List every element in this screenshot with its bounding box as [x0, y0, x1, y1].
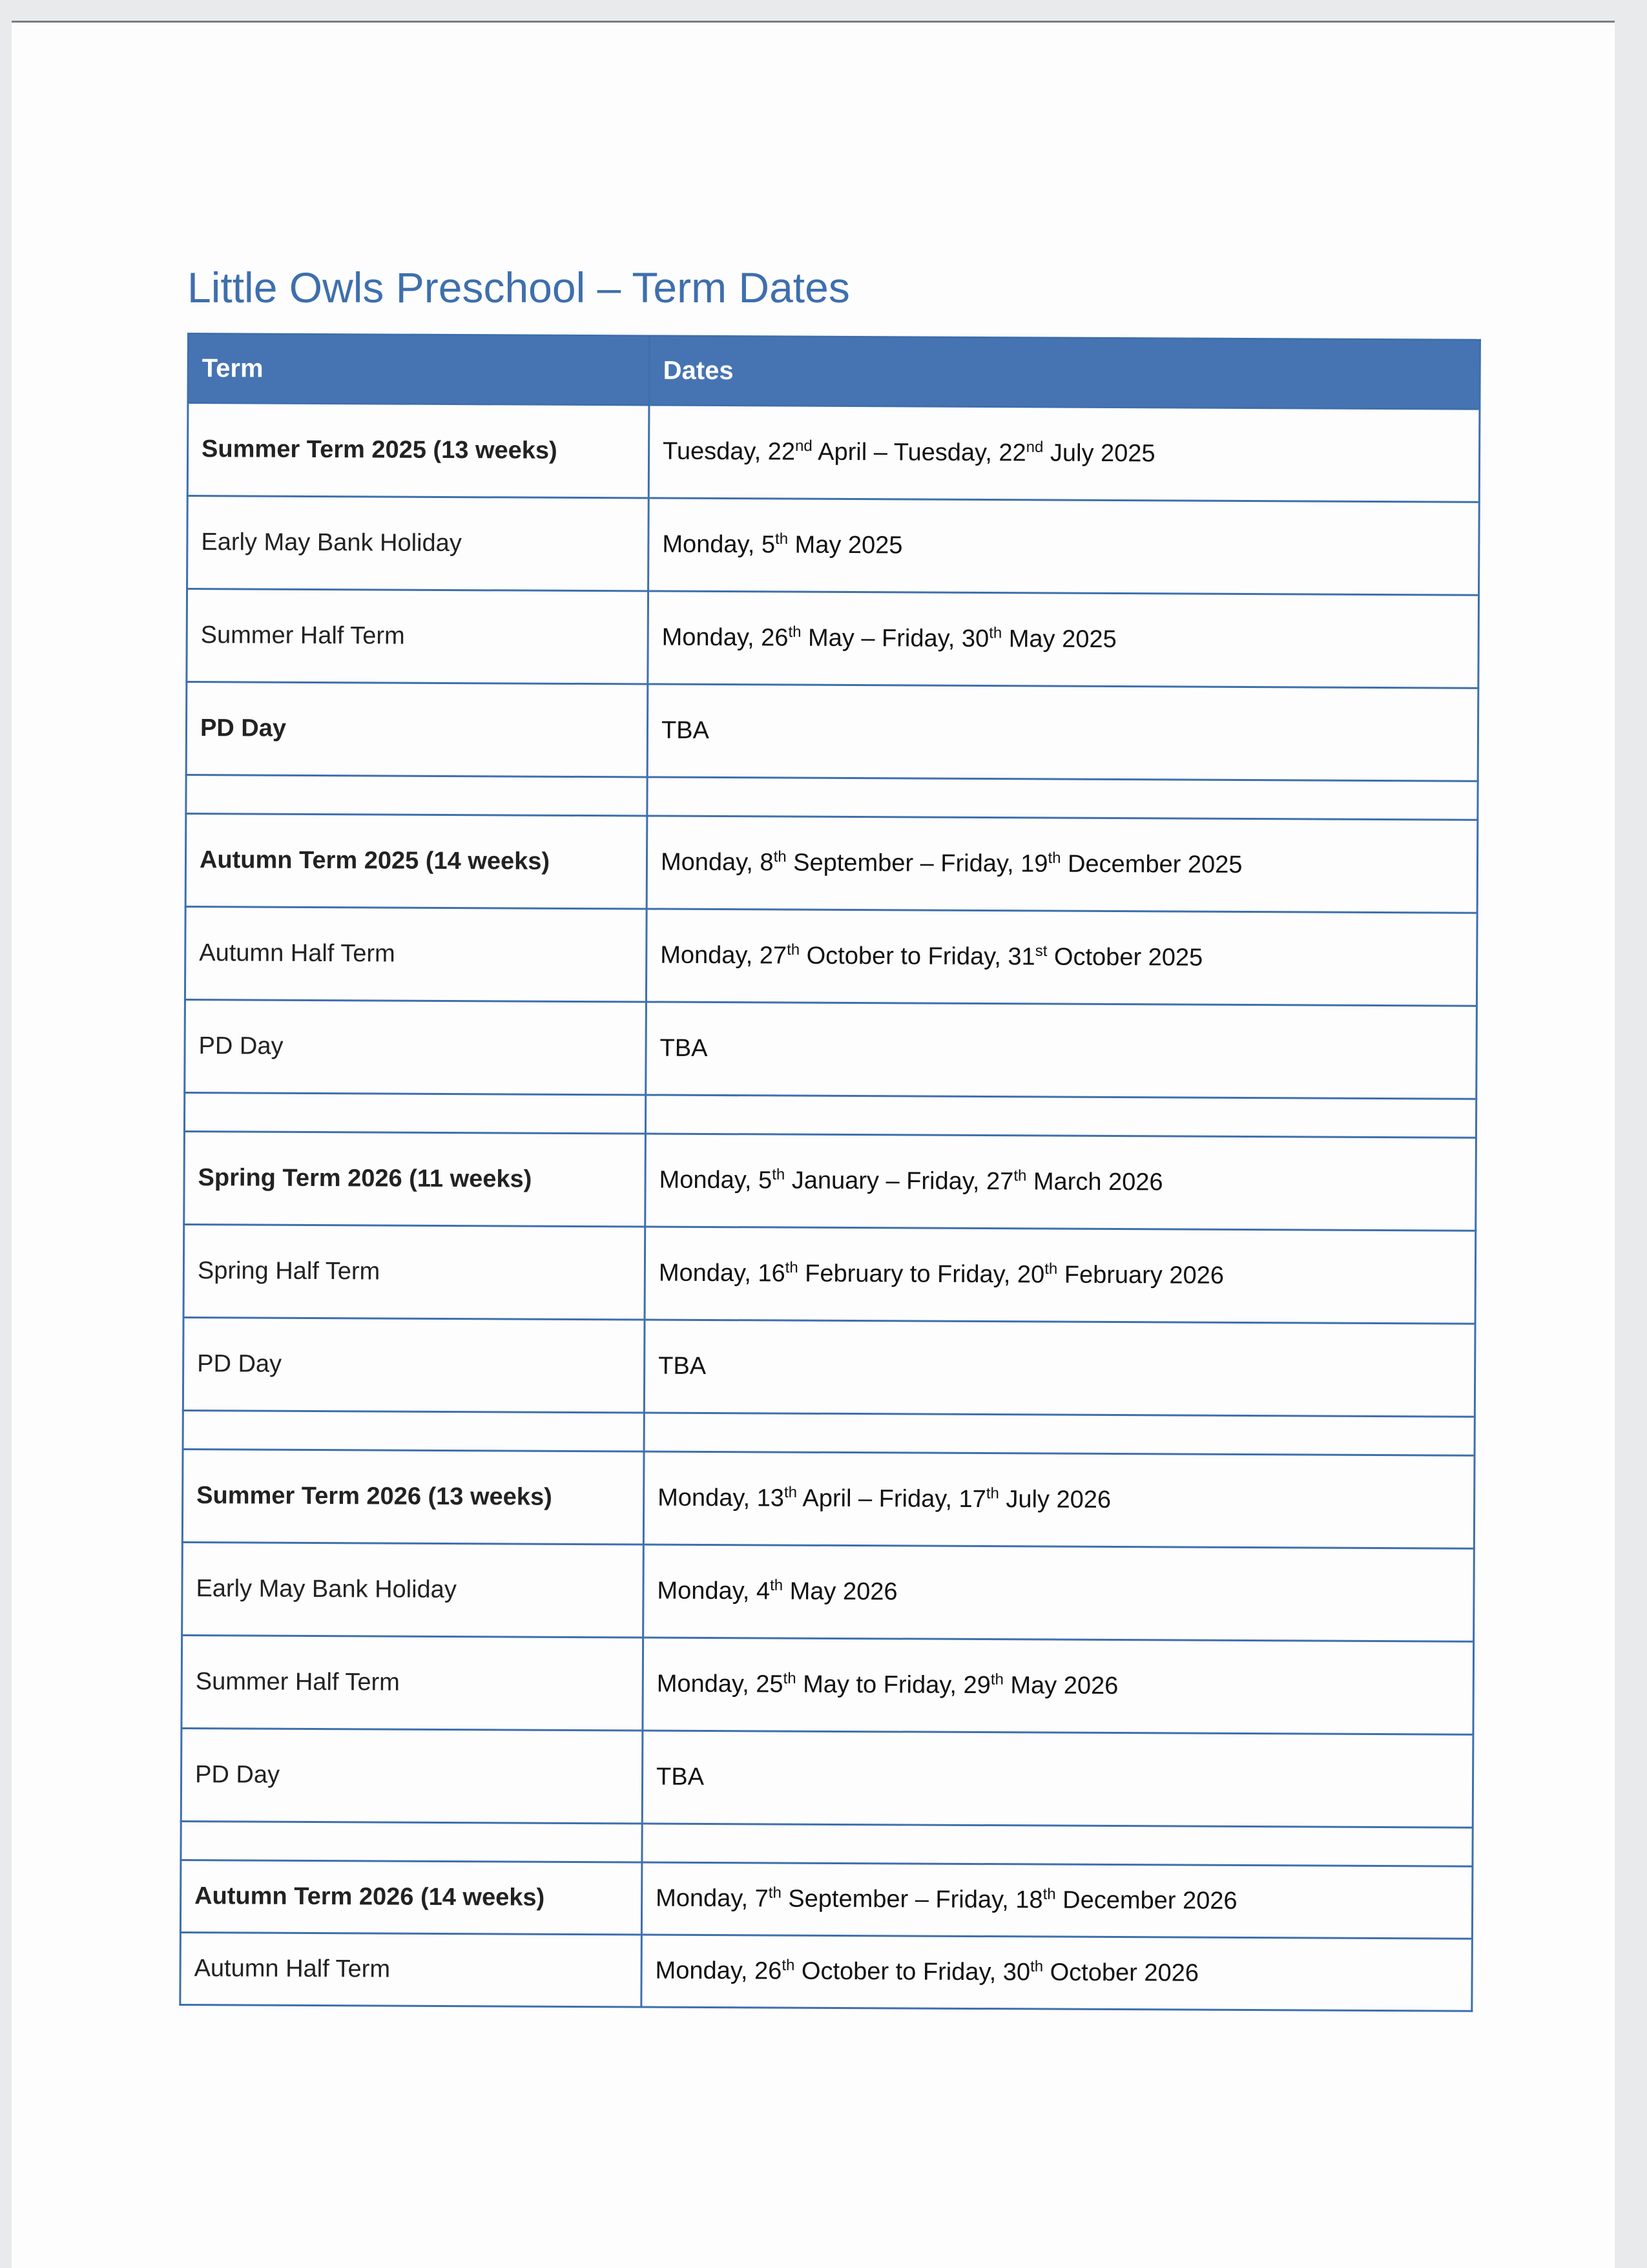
ordinal-suffix: th: [770, 1576, 783, 1594]
table-row: [182, 1542, 1475, 1641]
date-text: October 2026: [1042, 1959, 1199, 1987]
date-text: TBA: [659, 1034, 708, 1062]
term-dates-table: [179, 333, 1481, 2012]
ordinal-suffix: th: [986, 1484, 999, 1503]
table-row: [183, 1317, 1475, 1417]
term-cell: Early May Bank Holiday: [187, 496, 649, 591]
ordinal-suffix: th: [1030, 1957, 1044, 1975]
ordinal-suffix: th: [773, 848, 787, 866]
date-text: October to Friday, 31: [799, 942, 1035, 971]
dates-cell: [647, 684, 1478, 781]
empty-cell: [644, 1413, 1475, 1455]
term-cell: Spring Term 2026 (11 weeks): [184, 1131, 646, 1226]
date-text: TBA: [658, 1352, 707, 1380]
dates-cell: [643, 1451, 1475, 1548]
dates-cell: [645, 1134, 1476, 1231]
table-body: [180, 403, 1480, 2012]
document-page: [12, 21, 1615, 2268]
dates-column-header: Dates: [649, 336, 1480, 409]
table-row: [180, 1932, 1473, 2011]
date-text: Monday, 26: [661, 623, 789, 652]
date-text: January – Friday, 27: [785, 1167, 1014, 1196]
ordinal-suffix: th: [788, 623, 802, 641]
date-text: TBA: [656, 1763, 705, 1791]
date-text: July 2025: [1043, 439, 1155, 468]
date-text: December 2025: [1061, 850, 1243, 879]
table-row: [184, 1131, 1476, 1231]
empty-cell: [645, 1095, 1476, 1138]
table-row: [181, 1728, 1473, 1827]
term-cell: Summer Term 2025 (13 weeks): [187, 403, 649, 498]
empty-cell: [186, 775, 647, 815]
term-cell: PD Day: [183, 1317, 645, 1412]
date-text: February 2026: [1057, 1261, 1225, 1289]
dates-cell: [641, 1862, 1473, 1939]
table-row: [185, 906, 1477, 1006]
dates-cell: [643, 1545, 1475, 1641]
empty-cell: [183, 1410, 644, 1451]
date-text: October 2025: [1047, 943, 1203, 972]
date-text: May 2025: [1002, 625, 1117, 654]
term-cell: PD Day: [185, 999, 647, 1094]
date-text: May 2025: [787, 531, 903, 559]
dates-cell: [641, 1935, 1473, 2011]
dates-cell: [646, 1002, 1477, 1099]
date-text: Monday, 27: [660, 941, 787, 970]
spacer-row: [186, 775, 1478, 820]
term-cell: Summer Term 2026 (13 weeks): [182, 1449, 644, 1544]
ordinal-suffix: th: [783, 1669, 796, 1687]
dates-cell: [642, 1731, 1473, 1827]
date-text: July 2026: [999, 1486, 1112, 1514]
term-cell: Early May Bank Holiday: [182, 1542, 644, 1637]
ordinal-suffix: th: [768, 1884, 782, 1902]
empty-cell: [184, 1092, 645, 1133]
term-cell: PD Day: [181, 1728, 643, 1823]
date-text: December 2026: [1055, 1886, 1238, 1915]
term-cell: Autumn Half Term: [180, 1932, 642, 2006]
spacer-row: [183, 1410, 1475, 1455]
date-text: Monday, 26: [655, 1957, 782, 1985]
spacer-row: [181, 1821, 1473, 1866]
table-row: [187, 403, 1480, 503]
date-text: Monday, 5: [662, 530, 776, 559]
dates-cell: [645, 1227, 1476, 1324]
term-column-header: Term: [188, 334, 650, 405]
dates-cell: [648, 591, 1479, 688]
table-row: [186, 682, 1478, 782]
ordinal-suffix: th: [990, 1670, 1004, 1689]
table-row: [183, 1224, 1476, 1324]
table-row: [182, 1449, 1475, 1548]
table-row: [181, 1635, 1474, 1734]
dates-cell: [648, 498, 1480, 595]
ordinal-suffix: th: [1048, 849, 1061, 867]
date-text: May 2026: [783, 1577, 898, 1606]
ordinal-suffix: th: [787, 941, 800, 959]
page-title: Little Owls Preschool – Term Dates: [187, 264, 850, 311]
ordinal-suffix: nd: [1026, 438, 1044, 456]
ordinal-suffix: th: [989, 624, 1002, 642]
term-cell: PD Day: [186, 682, 648, 777]
ordinal-suffix: th: [785, 1258, 798, 1276]
empty-cell: [181, 1821, 642, 1862]
ordinal-suffix: th: [775, 530, 789, 548]
ordinal-suffix: nd: [794, 437, 813, 455]
date-text: Tuesday, 22: [663, 437, 796, 466]
date-text: April – Friday, 17: [796, 1484, 986, 1514]
date-text: TBA: [661, 716, 710, 744]
empty-cell: [647, 777, 1478, 820]
date-text: Monday, 7: [656, 1884, 769, 1913]
date-text: September – Friday, 18: [781, 1885, 1043, 1914]
date-text: May to Friday, 29: [796, 1670, 991, 1700]
term-cell: Spring Half Term: [183, 1224, 645, 1319]
dates-cell: [647, 816, 1478, 913]
table-row: [185, 813, 1478, 913]
date-text: October to Friday, 30: [794, 1957, 1031, 1986]
dates-cell: [646, 909, 1477, 1006]
ordinal-suffix: th: [783, 1483, 798, 1501]
ordinal-suffix: th: [1044, 1260, 1058, 1278]
dates-cell: [644, 1320, 1475, 1417]
date-text: Monday, 25: [656, 1670, 783, 1698]
table-row: [180, 1860, 1473, 1939]
date-text: March 2026: [1026, 1168, 1163, 1196]
date-text: April – Tuesday, 22: [812, 438, 1026, 467]
ordinal-suffix: th: [1042, 1885, 1056, 1903]
date-text: Monday, 16: [658, 1259, 785, 1287]
dates-cell: [648, 405, 1480, 502]
term-cell: Autumn Half Term: [185, 906, 647, 1001]
term-cell: Summer Half Term: [181, 1635, 643, 1730]
ordinal-suffix: th: [782, 1956, 795, 1974]
date-text: Monday, 5: [659, 1166, 772, 1194]
table-row: [187, 496, 1480, 596]
table-row: [185, 999, 1477, 1099]
empty-cell: [642, 1824, 1473, 1866]
spacer-row: [184, 1092, 1476, 1138]
date-text: Monday, 4: [657, 1577, 771, 1605]
term-cell: Summer Half Term: [187, 589, 648, 684]
ordinal-suffix: th: [1013, 1167, 1027, 1185]
date-text: May 2026: [1003, 1672, 1119, 1700]
ordinal-suffix: st: [1035, 942, 1048, 960]
term-cell: Autumn Term 2025 (14 weeks): [185, 813, 647, 908]
date-text: February to Friday, 20: [798, 1260, 1045, 1289]
dates-cell: [643, 1638, 1474, 1734]
table-row: [187, 589, 1479, 689]
date-text: September – Friday, 19: [786, 849, 1048, 878]
date-text: Monday, 13: [658, 1484, 785, 1512]
date-text: May – Friday, 30: [801, 624, 989, 653]
table-header-row: [188, 334, 1480, 410]
ordinal-suffix: th: [772, 1165, 785, 1183]
date-text: Monday, 8: [660, 848, 774, 877]
term-cell: Autumn Term 2026 (14 weeks): [180, 1860, 642, 1934]
